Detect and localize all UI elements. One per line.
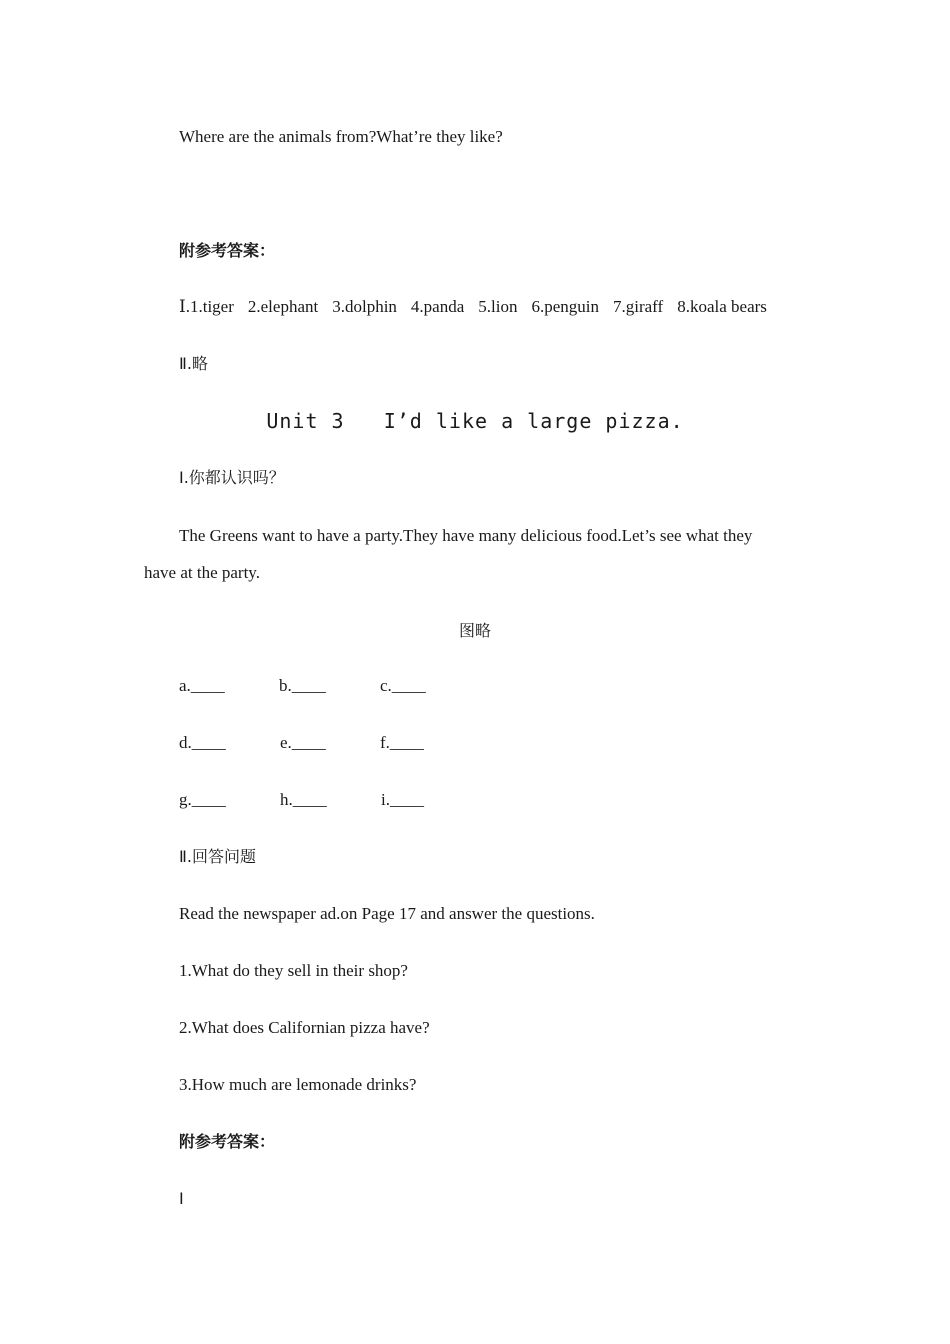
- unit-title: Unit 3 I’d like a large pizza.: [266, 409, 684, 433]
- blank-item: h.____: [280, 790, 327, 809]
- blank-row: [0, 733, 950, 755]
- blank-item: d.____: [179, 733, 226, 752]
- answer-line-II: Ⅱ.略: [179, 354, 208, 373]
- answer-key-heading: 附参考答案：: [179, 241, 276, 260]
- question-item: 3.How much are lemonade drinks?: [179, 1075, 417, 1094]
- instruction: Read the newspaper ad.on Page 17 and answer the questions.: [179, 904, 595, 923]
- question-item: 2.What does Californian pizza have?: [179, 1018, 430, 1037]
- blank-item: b.____: [279, 676, 326, 695]
- blank-row: [0, 790, 950, 812]
- section-II-heading: Ⅱ.回答问题: [179, 847, 256, 866]
- blank-item: c.____: [380, 676, 426, 695]
- answer-item: 1.tiger: [189, 297, 234, 316]
- paragraph-line-1: The Greens want to have a party.They have many delicious food.Let’s see what they: [179, 526, 753, 545]
- blank-item: g.____: [179, 790, 226, 809]
- blank-row: [0, 676, 950, 698]
- section-I-heading: Ⅰ.你都认识吗？: [179, 468, 285, 487]
- answer-item: 7.giraff: [613, 297, 664, 316]
- answer-item: 6.penguin: [531, 297, 599, 316]
- paragraph-line-2: have at the party.: [144, 563, 260, 582]
- blank-item: i.____: [381, 790, 424, 809]
- blank-item: e.____: [280, 733, 326, 752]
- answer-item: 8.koala bears: [677, 297, 767, 316]
- blank-item: a.____: [179, 676, 225, 695]
- answer-item: 3.dolphin: [332, 297, 397, 316]
- intro-question: Where are the animals from?What’re they like?: [179, 127, 503, 146]
- answer-prefix: Ⅰ.: [179, 297, 190, 316]
- answer-item: 4.panda: [410, 297, 465, 316]
- blank-item: f.____: [380, 733, 424, 752]
- figure-note: 图略: [458, 621, 491, 640]
- answer-line-I: [179, 296, 781, 318]
- answer-item: 5.lion: [478, 297, 518, 316]
- question-item: 1.What do they sell in their shop?: [179, 961, 408, 980]
- answer-line-I-2: Ⅰ: [179, 1189, 184, 1208]
- answer-item: 2.elephant: [247, 297, 319, 316]
- answer-key-heading-2: 附参考答案：: [179, 1132, 276, 1151]
